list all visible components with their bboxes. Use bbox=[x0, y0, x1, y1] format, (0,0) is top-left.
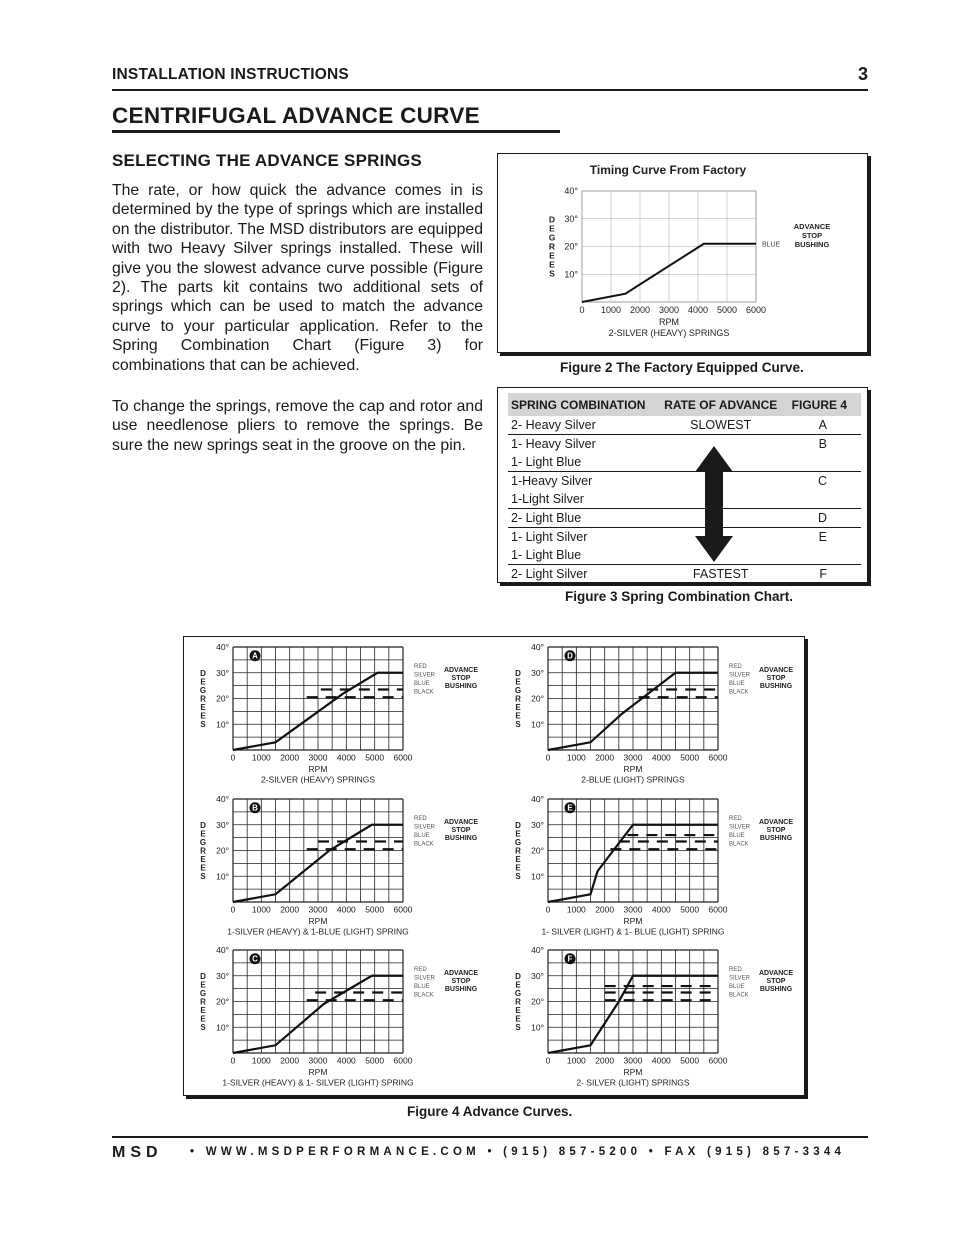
y-tick-label: 30° bbox=[564, 213, 578, 224]
y-axis-label-letter: G bbox=[514, 686, 522, 695]
chart-subtitle: 2-BLUE (LIGHT) SPRINGS bbox=[581, 774, 685, 785]
legend-label: RED bbox=[414, 815, 427, 822]
y-axis-label-letter: D bbox=[200, 669, 206, 678]
y-axis-label-letter: E bbox=[200, 855, 206, 864]
x-tick-label: 3000 bbox=[308, 904, 328, 915]
x-axis-label: RPM bbox=[308, 764, 328, 774]
chart-id-label: E bbox=[567, 803, 573, 813]
header-figure-4: FIGURE 4 bbox=[784, 393, 861, 416]
figure-2-box bbox=[497, 153, 868, 353]
x-tick-label: 3000 bbox=[623, 904, 643, 915]
y-axis-label-letter: E bbox=[515, 1014, 521, 1024]
figure-4-charts bbox=[184, 637, 804, 1095]
annotation-line: STOP bbox=[766, 977, 786, 985]
x-tick-label: 3000 bbox=[308, 752, 328, 763]
annotation-line: ADVANCE bbox=[443, 666, 479, 674]
figure-2-chart bbox=[498, 154, 867, 352]
combo-cell: 1-Heavy Silver bbox=[511, 474, 593, 488]
y-axis-label-letter: R bbox=[515, 846, 521, 856]
annotation-line: ADVANCE bbox=[758, 666, 794, 674]
annotation-line: STOP bbox=[451, 674, 471, 682]
y-axis-label-letter: G bbox=[199, 686, 207, 695]
y-axis-label-letter: E bbox=[200, 863, 206, 873]
y-axis-label-letter: E bbox=[515, 855, 521, 864]
legend-label: SILVER bbox=[414, 824, 435, 831]
y-axis-label-letter: E bbox=[515, 863, 521, 873]
x-tick-label: 5000 bbox=[365, 904, 385, 915]
x-tick-label: 4000 bbox=[336, 752, 356, 763]
legend-label: RED bbox=[729, 663, 742, 670]
figure-3-box bbox=[497, 387, 868, 583]
annotation-line: BUSHING bbox=[444, 682, 478, 690]
y-axis-label-letter: E bbox=[200, 1014, 206, 1024]
x-tick-label: 2000 bbox=[280, 904, 300, 915]
y-axis-label-letter: S bbox=[515, 720, 521, 729]
x-tick-label: 3000 bbox=[623, 752, 643, 763]
y-axis-label-letter: E bbox=[515, 1006, 521, 1015]
figure-cell: A bbox=[784, 416, 861, 435]
chart-C bbox=[200, 945, 478, 1088]
header-spring-combination: SPRING COMBINATION bbox=[508, 393, 657, 416]
figure-cell: E bbox=[818, 529, 827, 544]
x-tick-label: 4000 bbox=[336, 1055, 356, 1066]
combo-cell: 2- Light Blue bbox=[508, 509, 657, 528]
y-axis-label-letter: S bbox=[549, 268, 555, 279]
figure-2-caption: Figure 2 The Factory Equipped Curve. bbox=[560, 360, 804, 375]
y-tick-label: 40° bbox=[531, 642, 544, 652]
y-axis-label-letter: E bbox=[200, 1006, 206, 1015]
y-tick-label: 40° bbox=[531, 945, 544, 955]
x-tick-label: 1000 bbox=[566, 752, 586, 763]
y-tick-label: 30° bbox=[531, 667, 544, 678]
chart-title: Timing Curve From Factory bbox=[589, 163, 747, 177]
annotation-line: BUSHING bbox=[759, 682, 793, 690]
y-tick-label: 40° bbox=[216, 642, 229, 652]
legend-label: SILVER bbox=[729, 672, 750, 679]
chart-subtitle: 2- SILVER (LIGHT) SPRINGS bbox=[576, 1077, 690, 1088]
x-tick-label: 1000 bbox=[251, 904, 271, 915]
y-tick-label: 10° bbox=[216, 719, 229, 730]
y-axis-label-letter: S bbox=[515, 872, 521, 881]
main-title-rule bbox=[112, 130, 560, 133]
legend-label: SILVER bbox=[414, 672, 435, 679]
annotation-line: ADVANCE bbox=[758, 969, 794, 977]
y-tick-label: 20° bbox=[564, 241, 578, 252]
annotation-line: BUSHING bbox=[444, 834, 478, 842]
combo-cell: 1-Light Silver bbox=[508, 490, 657, 509]
chart-subtitle: 2-SILVER (HEAVY) SPRINGS bbox=[261, 774, 375, 785]
x-tick-label: 5000 bbox=[716, 305, 738, 315]
x-tick-label: 2000 bbox=[629, 305, 651, 315]
x-axis-label: RPM bbox=[623, 764, 643, 774]
x-tick-label: 4000 bbox=[651, 752, 671, 763]
y-tick-label: 40° bbox=[216, 945, 229, 955]
x-tick-label: 3000 bbox=[623, 1055, 643, 1066]
annotation-line: ADVANCE bbox=[793, 222, 831, 231]
chart-subtitle: 1- SILVER (LIGHT) & 1- BLUE (LIGHT) SPRING bbox=[541, 926, 725, 937]
x-tick-label: 0 bbox=[545, 904, 551, 915]
y-tick-label: 30° bbox=[216, 970, 229, 981]
y-axis-label-letter: E bbox=[549, 223, 555, 234]
x-tick-label: 0 bbox=[545, 1055, 551, 1066]
chart-id-label: F bbox=[567, 954, 573, 964]
y-axis-label-letter: G bbox=[199, 989, 207, 998]
x-tick-label: 0 bbox=[579, 305, 585, 315]
legend-label: BLACK bbox=[729, 689, 749, 696]
x-axis-label: RPM bbox=[308, 1067, 328, 1077]
y-axis-label-letter: S bbox=[515, 1023, 521, 1032]
table-row bbox=[508, 416, 861, 435]
y-tick-label: 10° bbox=[216, 871, 229, 882]
combo-cell: 2- Light Silver bbox=[511, 566, 588, 581]
x-tick-label: 4000 bbox=[651, 1055, 671, 1066]
y-axis-label-letter: E bbox=[200, 703, 206, 712]
y-axis-label-letter: E bbox=[515, 711, 521, 721]
y-tick-label: 30° bbox=[531, 970, 544, 981]
y-tick-label: 10° bbox=[531, 1022, 544, 1033]
combo-cell: 1- Heavy Silver bbox=[511, 437, 596, 451]
annotation-line: STOP bbox=[451, 826, 471, 834]
legend-label: RED bbox=[414, 663, 427, 670]
chart-B bbox=[200, 794, 478, 937]
table-row bbox=[508, 509, 861, 528]
figure-cell: B bbox=[818, 437, 827, 451]
table-row bbox=[508, 472, 861, 491]
legend-label: SILVER bbox=[414, 975, 435, 982]
annotation-line: BUSHING bbox=[444, 985, 478, 993]
x-axis-label: RPM bbox=[659, 317, 679, 327]
y-axis-label-letter: E bbox=[200, 829, 206, 839]
annotation-line: BUSHING bbox=[794, 240, 830, 249]
y-tick-label: 40° bbox=[531, 794, 544, 804]
table-row-continued bbox=[508, 490, 861, 509]
chart-id-label: D bbox=[567, 651, 573, 661]
chart-id-label: A bbox=[252, 651, 258, 661]
x-tick-label: 2000 bbox=[280, 752, 300, 763]
y-axis-label-letter: E bbox=[515, 980, 521, 990]
x-tick-label: 1000 bbox=[251, 1055, 271, 1066]
chart-F bbox=[515, 945, 793, 1088]
x-axis-label: RPM bbox=[623, 1067, 643, 1077]
x-tick-label: 5000 bbox=[680, 1055, 700, 1066]
legend-label: BLACK bbox=[414, 841, 434, 848]
chart-subtitle: 2-SILVER (HEAVY) SPRINGS bbox=[608, 328, 730, 338]
x-tick-label: 6000 bbox=[708, 1055, 728, 1066]
chart-E bbox=[515, 794, 793, 937]
y-axis-label-letter: S bbox=[200, 1023, 206, 1032]
x-tick-label: 6000 bbox=[745, 305, 767, 315]
x-tick-label: 1000 bbox=[566, 904, 586, 915]
x-tick-label: 0 bbox=[230, 752, 236, 763]
x-axis-label: RPM bbox=[623, 916, 643, 926]
x-tick-label: 6000 bbox=[393, 752, 413, 763]
chart-subtitle: 1-SILVER (HEAVY) & 1-BLUE (LIGHT) SPRING bbox=[227, 926, 409, 937]
legend-label: BLUE bbox=[729, 832, 745, 839]
figure-cell: C bbox=[817, 474, 827, 488]
table-row bbox=[508, 435, 861, 454]
paragraph-1: The rate, or how quick the advance comes in is determined by the type of springs which are installed on the distributor. The MSD distributors are equipped with two Heavy Silver springs installed. These will give you the slowest advance curve possible (Figure 2). The parts kit contains two additional sets of springs which can be used to match the advance curve to your particular application. Refer to the Spring Combination Chart (Figure 3) for combinations that can be achieved. bbox=[112, 182, 483, 374]
y-axis-label-letter: D bbox=[515, 669, 521, 678]
x-tick-label: 1000 bbox=[600, 305, 622, 315]
y-axis-label-letter: R bbox=[515, 694, 521, 704]
chart-id-label: C bbox=[252, 954, 258, 964]
legend-label: SILVER bbox=[729, 975, 750, 982]
x-tick-label: 2000 bbox=[595, 904, 615, 915]
y-tick-label: 20° bbox=[216, 845, 229, 856]
chart-D bbox=[515, 642, 793, 785]
table-row bbox=[508, 527, 861, 546]
page-number: 3 bbox=[857, 64, 868, 84]
table-row-continued bbox=[508, 453, 861, 472]
table-row bbox=[508, 564, 861, 583]
x-tick-label: 1000 bbox=[251, 752, 271, 763]
x-tick-label: 4000 bbox=[687, 305, 709, 315]
y-axis-label-letter: E bbox=[200, 980, 206, 990]
annotation-line: ADVANCE bbox=[443, 818, 479, 826]
rate-cell: SLOWEST bbox=[657, 416, 784, 435]
y-axis-label-letter: E bbox=[200, 711, 206, 721]
x-tick-label: 0 bbox=[230, 904, 236, 915]
header-rule bbox=[112, 89, 868, 91]
legend-label: BLACK bbox=[729, 992, 749, 999]
x-tick-label: 2000 bbox=[595, 1055, 615, 1066]
main-title: CENTRIFUGAL ADVANCE CURVE bbox=[112, 103, 480, 128]
y-axis-label-letter: E bbox=[515, 677, 521, 687]
y-axis-label-letter: E bbox=[515, 829, 521, 839]
y-tick-label: 10° bbox=[531, 871, 544, 882]
figure-3-caption: Figure 3 Spring Combination Chart. bbox=[565, 589, 794, 604]
y-axis-label-letter: G bbox=[514, 989, 522, 998]
combo-cell: 1- Light Blue bbox=[508, 453, 657, 472]
legend-label: BLUE bbox=[729, 983, 745, 990]
y-tick-label: 10° bbox=[564, 269, 578, 280]
x-tick-label: 1000 bbox=[566, 1055, 586, 1066]
y-axis-label-letter: R bbox=[548, 241, 556, 252]
legend-label: RED bbox=[729, 966, 742, 973]
y-axis-label-letter: R bbox=[200, 997, 206, 1007]
x-tick-label: 5000 bbox=[365, 1055, 385, 1066]
annotation-line: STOP bbox=[451, 977, 471, 985]
y-axis-label-letter: R bbox=[515, 997, 521, 1007]
y-axis-label-letter: D bbox=[515, 821, 521, 830]
x-tick-label: 3000 bbox=[658, 305, 680, 315]
combo-cell: 1- Light Blue bbox=[508, 546, 657, 565]
x-tick-label: 0 bbox=[545, 752, 551, 763]
y-tick-label: 10° bbox=[216, 1022, 229, 1033]
legend-label: RED bbox=[729, 815, 742, 822]
paragraph-2: To change the springs, remove the cap and rotor and use needlenose pliers to remove the springs. Be sure the new springs seat in the groove on the pin. bbox=[112, 398, 483, 454]
combo-cell: 1- Light Silver bbox=[511, 529, 588, 544]
figure-cell: D bbox=[784, 509, 861, 528]
annotation-line: BUSHING bbox=[759, 834, 793, 842]
y-tick-label: 20° bbox=[531, 996, 544, 1007]
x-tick-label: 6000 bbox=[393, 904, 413, 915]
y-tick-label: 30° bbox=[216, 667, 229, 678]
chart-main bbox=[549, 186, 831, 338]
y-tick-label: 40° bbox=[216, 794, 229, 804]
x-tick-label: 5000 bbox=[680, 752, 700, 763]
y-axis-label-letter: E bbox=[515, 703, 521, 712]
y-axis-label-letter: D bbox=[200, 821, 206, 830]
legend-label: RED bbox=[414, 966, 427, 973]
y-axis-label-letter: G bbox=[199, 838, 207, 847]
y-axis-label-letter: E bbox=[549, 259, 555, 270]
y-tick-label: 10° bbox=[531, 719, 544, 730]
y-tick-label: 20° bbox=[531, 845, 544, 856]
chart-A bbox=[200, 642, 478, 785]
legend-label: BLUE bbox=[729, 680, 745, 687]
y-tick-label: 20° bbox=[216, 996, 229, 1007]
y-axis-label-letter: G bbox=[514, 838, 522, 847]
rate-cell: FASTEST bbox=[692, 566, 749, 581]
legend-label: BLUE bbox=[414, 983, 430, 990]
x-tick-label: 6000 bbox=[393, 1055, 413, 1066]
x-tick-label: 2000 bbox=[595, 752, 615, 763]
x-tick-label: 6000 bbox=[708, 904, 728, 915]
y-axis-label-letter: E bbox=[200, 677, 206, 687]
annotation-line: STOP bbox=[766, 826, 786, 834]
x-tick-label: 5000 bbox=[365, 752, 385, 763]
y-axis-label-letter: D bbox=[548, 214, 556, 225]
footer-contact: • WWW.MSDPERFORMANCE.COM • (915) 857-5200 • FAX (915) 857-3344 bbox=[190, 1146, 846, 1158]
series-label: BLUE bbox=[762, 241, 781, 249]
x-tick-label: 5000 bbox=[680, 904, 700, 915]
y-axis-label-letter: R bbox=[200, 846, 206, 856]
x-tick-label: 0 bbox=[230, 1055, 236, 1066]
y-axis-label-letter: S bbox=[200, 720, 206, 729]
y-axis-label-letter: D bbox=[515, 972, 521, 981]
y-axis-label-letter: G bbox=[548, 232, 556, 243]
x-tick-label: 3000 bbox=[308, 1055, 328, 1066]
header-rate-of-advance: RATE OF ADVANCE bbox=[657, 393, 784, 416]
section-title: SELECTING THE ADVANCE SPRINGS bbox=[112, 151, 422, 170]
legend-label: BLUE bbox=[414, 832, 430, 839]
annotation-line: STOP bbox=[801, 231, 823, 240]
y-axis-label-letter: R bbox=[200, 694, 206, 704]
legend-label: BLACK bbox=[729, 841, 749, 848]
x-axis-label: RPM bbox=[308, 916, 328, 926]
figure-cell: F bbox=[819, 566, 827, 581]
header-title: INSTALLATION INSTRUCTIONS bbox=[112, 66, 349, 83]
legend-label: BLACK bbox=[414, 992, 434, 999]
y-tick-label: 40° bbox=[564, 186, 578, 196]
y-tick-label: 30° bbox=[531, 819, 544, 830]
annotation-line: ADVANCE bbox=[443, 969, 479, 977]
legend-label: BLUE bbox=[414, 680, 430, 687]
x-tick-label: 6000 bbox=[708, 752, 728, 763]
y-axis-label-letter: D bbox=[200, 972, 206, 981]
legend-label: BLACK bbox=[414, 689, 434, 696]
table-header-row bbox=[508, 393, 861, 416]
combo-cell: 2- Heavy Silver bbox=[508, 416, 657, 435]
annotation-line: ADVANCE bbox=[758, 818, 794, 826]
x-tick-label: 4000 bbox=[336, 904, 356, 915]
footer-rule bbox=[112, 1136, 868, 1138]
annotation-line: BUSHING bbox=[759, 985, 793, 993]
x-tick-label: 4000 bbox=[651, 904, 671, 915]
x-tick-label: 2000 bbox=[280, 1055, 300, 1066]
chart-id-label: B bbox=[252, 803, 258, 813]
y-tick-label: 20° bbox=[216, 693, 229, 704]
double-arrow-icon bbox=[695, 446, 733, 562]
spring-combination-table bbox=[508, 393, 861, 583]
footer-brand: MSD bbox=[112, 1144, 163, 1161]
table-row-continued bbox=[508, 546, 861, 565]
figure-4-caption: Figure 4 Advance Curves. bbox=[407, 1104, 573, 1119]
y-tick-label: 30° bbox=[216, 819, 229, 830]
chart-subtitle: 1-SILVER (HEAVY) & 1- SILVER (LIGHT) SPRING bbox=[222, 1077, 414, 1088]
y-axis-label-letter: E bbox=[549, 250, 555, 261]
y-tick-label: 20° bbox=[531, 693, 544, 704]
figure-4-box bbox=[183, 636, 805, 1096]
annotation-line: STOP bbox=[766, 674, 786, 682]
legend-label: SILVER bbox=[729, 824, 750, 831]
y-axis-label-letter: S bbox=[200, 872, 206, 881]
